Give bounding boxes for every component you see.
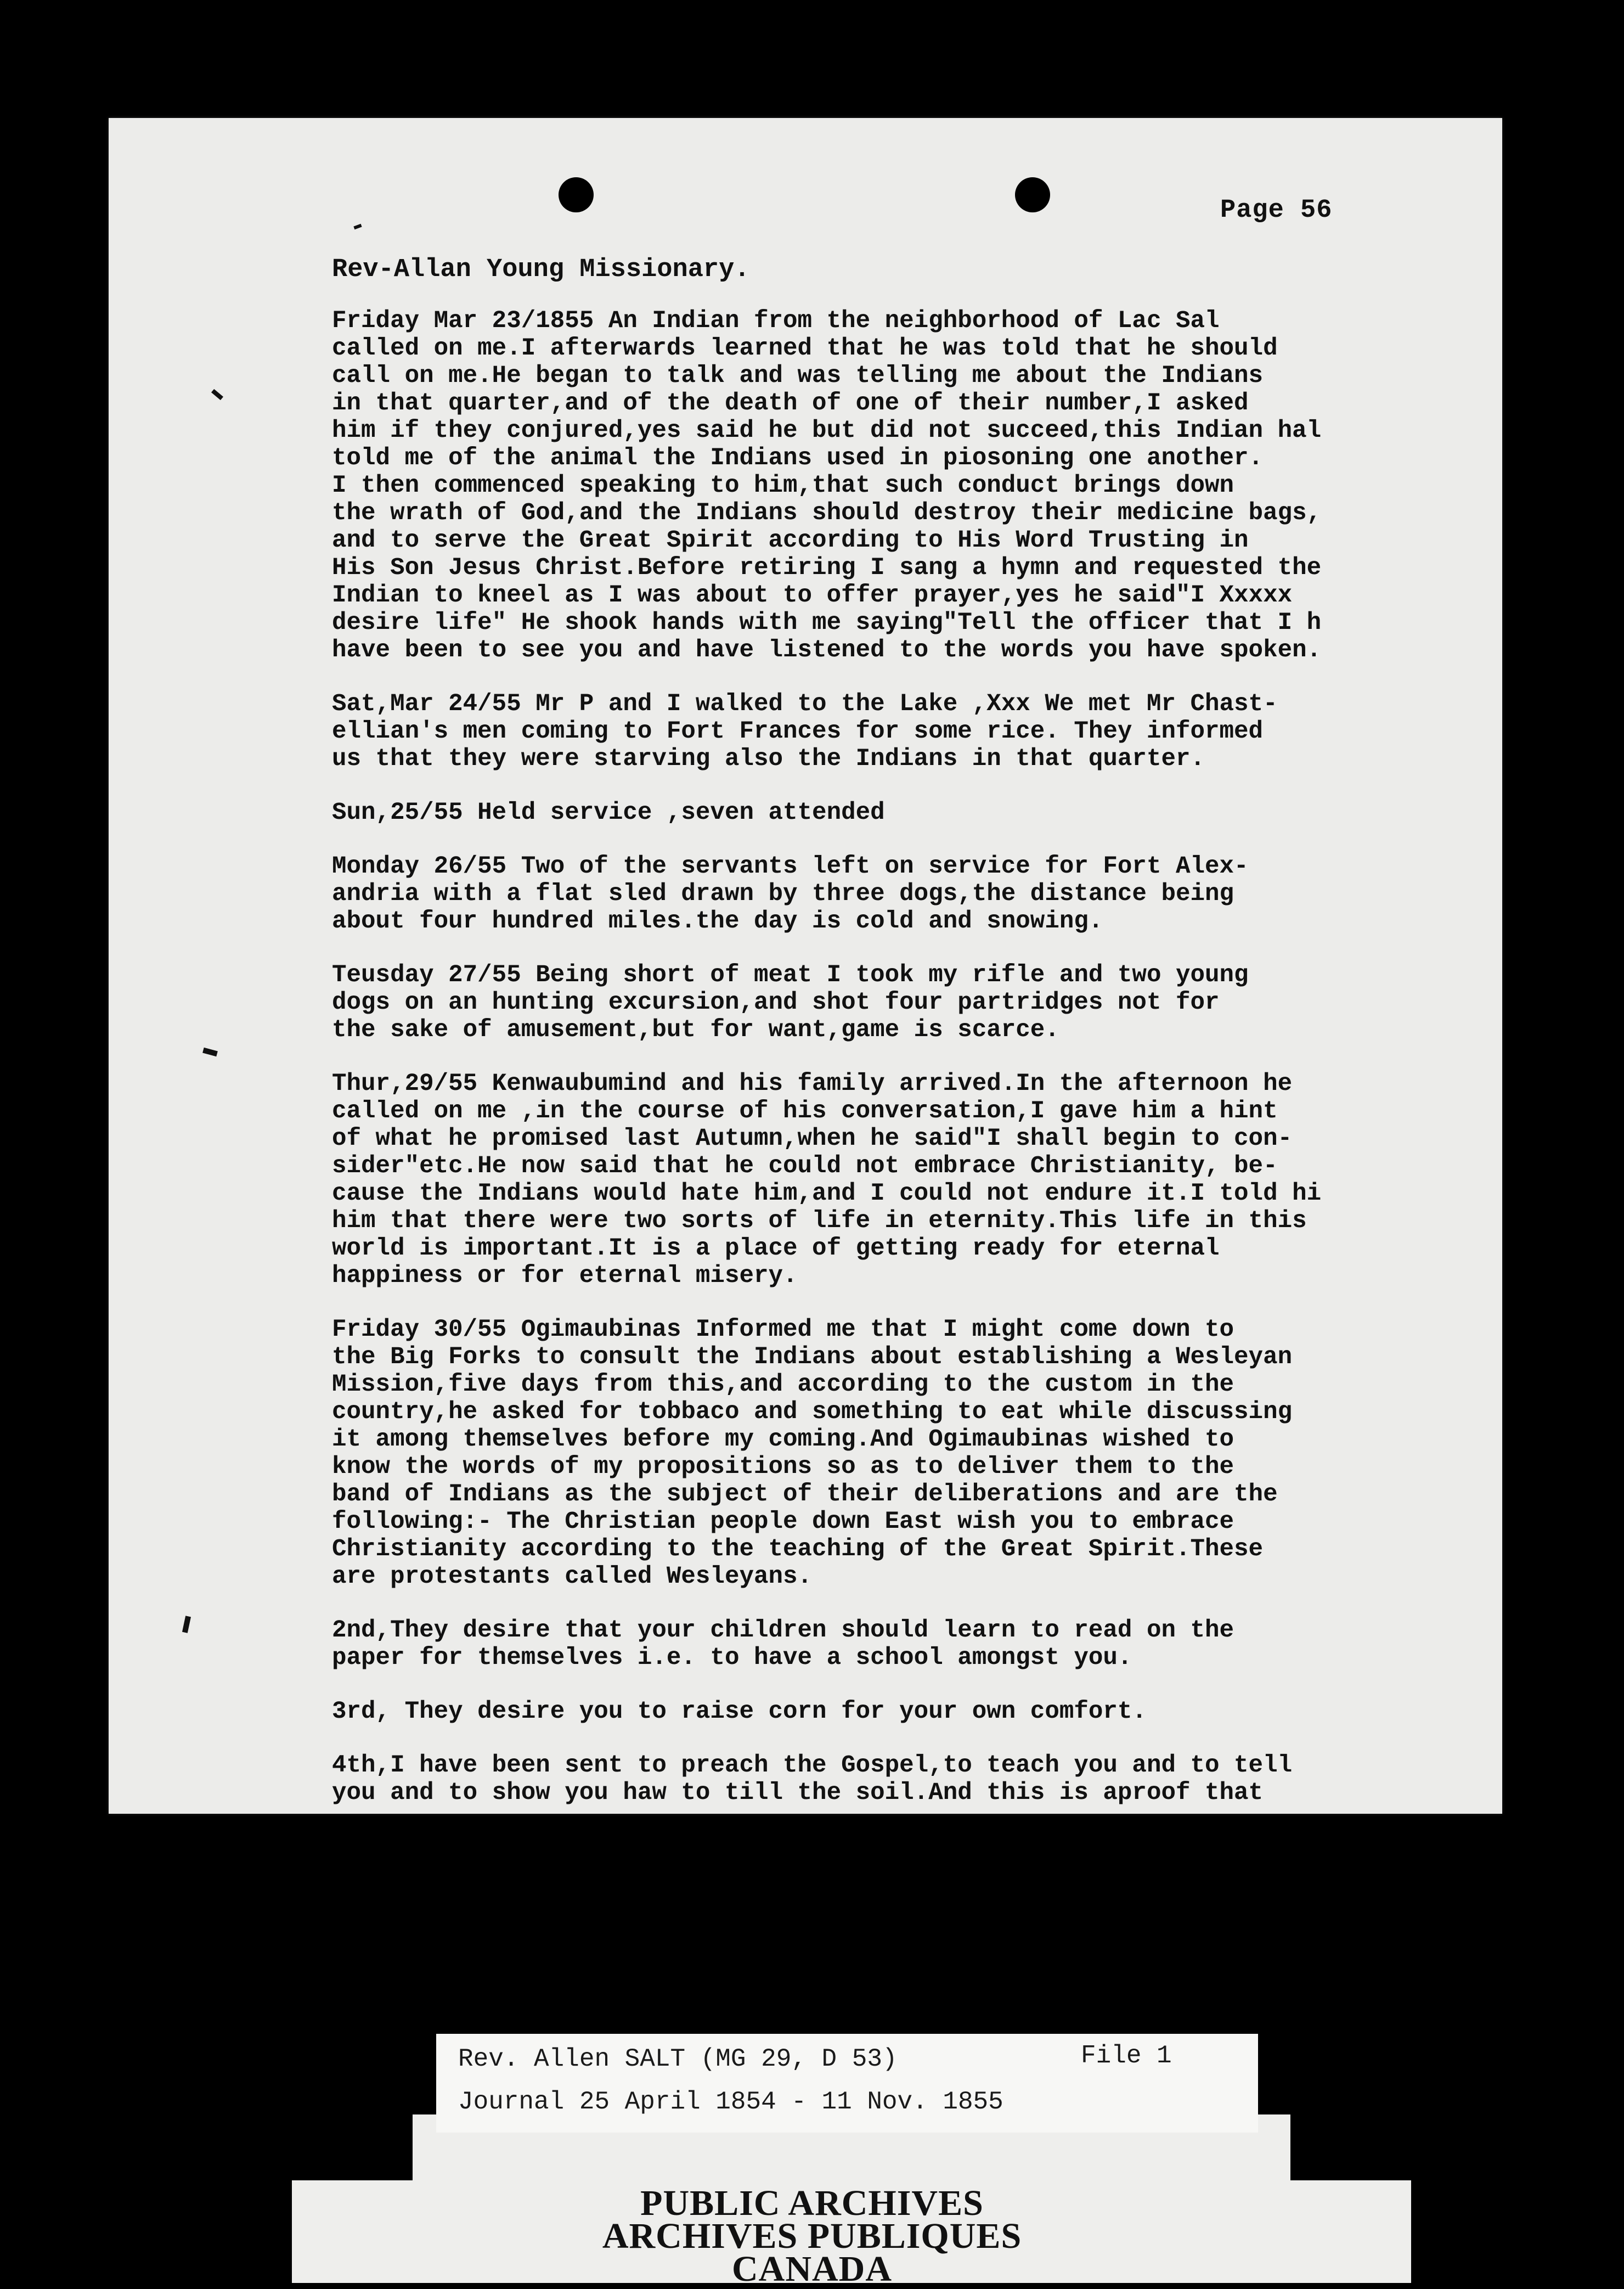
journal-entry: Friday 30/55 Ogimaubinas Informed me that I might come down to the Big Forks to consult the Indians about establishing a Wesleyan Mission,five days from this,and according to the custom in the country,he asked for tobbaco and something to eat while discussing it among themselves before my coming.And Ogimaubinas wished to know the words of my propositions so as to deliver them to the band of Indians as the subject of their deliberations and are the following:- The Christian people down East wish you to embrace Christianity according to the teaching of the Great Spirit.These are protestants called Wesleyans. xyxy=(332,1316,1293,1590)
page-number: Page 56 xyxy=(1220,196,1333,225)
archive-stamp xyxy=(0,2183,1624,2289)
journal-entry: Teusday 27/55 Being short of meat I took my rifle and two young dogs on an hunting excursion,and shot four partridges not for the sake of amusement,but for want,game is scarce. xyxy=(332,961,1249,1044)
document-header: Rev-Allan Young Missionary. xyxy=(332,255,750,284)
journal-entry: Sat,Mar 24/55 Mr P and I walked to the Lake ,Xxx We met Mr Chast- ellian's men coming to Fort Frances for some rice. They informed us that they were starving also the Indians in that quarter. xyxy=(332,690,1278,773)
stamp-notch xyxy=(292,2114,413,2180)
stamp-notch xyxy=(1290,2114,1411,2180)
journal-body xyxy=(332,307,1490,1833)
document-page xyxy=(109,118,1502,1814)
archive-label xyxy=(436,2034,1258,2133)
stamp-line-country: CANADA xyxy=(732,2249,892,2289)
journal-entry: Thur,29/55 Kenwaubumind and his family arrived.In the afternoon he called on me ,in the course of his conversation,I gave him a hint of what he promised last Autumn,when he said"I shall begin to con- sider"etc.He now said that he could not embrace Christianity, be- cause the Indians would hate him,and I could not endure it.I told hi him that there were two sorts of life in eternity.This life in this world is important.It is a place of getting ready for eternal happiness or for eternal misery. xyxy=(332,1070,1322,1290)
stamp-line-french: ARCHIVES PUBLIQUES xyxy=(602,2216,1022,2256)
journal-entry: 3rd, They desire you to raise corn for your own comfort. xyxy=(332,1698,1147,1725)
journal-entry: Sun,25/55 Held service ,seven attended xyxy=(332,799,885,826)
label-file-number: File 1 xyxy=(1081,2041,1172,2070)
journal-entry: Friday Mar 23/1855 An Indian from the neighborhood of Lac Sal called on me.I afterwards learned that he was told that he should call on me.He began to talk and was telling me about the Indians in that quarter,and of the death of one of their number,I asked him if they conjured,yes said he but did not succeed,this Indian hal told me of the animal the Indians used in piosoning one another. I then commenced speaking to him,that such conduct brings down the wrath of God,and the Indians should destroy their medicine bags, and to serve the Great Spirit according to His Word Trusting in His Son Jesus Christ.Before retiring I sang a hymn and requested the Indian to kneel as I was about to offer prayer,yes he said"I Xxxxx desire life" He shook hands with me saying"Tell the officer that I h have been to see you and have listened to the words you have spoken. xyxy=(332,307,1322,664)
label-date-range: Journal 25 April 1854 - 11 Nov. 1855 xyxy=(458,2088,1003,2116)
stamp-line-english: PUBLIC ARCHIVES xyxy=(640,2183,984,2223)
punch-hole xyxy=(559,177,594,212)
journal-entry: 4th,I have been sent to preach the Gospel,to teach you and to tell you and to show you haw to till the soil.And this is aproof that xyxy=(332,1752,1293,1807)
punch-hole xyxy=(1015,177,1050,212)
journal-entry: Monday 26/55 Two of the servants left on service for Fort Alex- andria with a flat sled drawn by three dogs,the distance being about four hundred miles.the day is cold and snowing. xyxy=(332,853,1249,935)
journal-entry: 2nd,They desire that your children should learn to read on the paper for themselves i.e. to have a school amongst you. xyxy=(332,1617,1234,1672)
label-reference: Rev. Allen SALT (MG 29, D 53) xyxy=(458,2045,898,2073)
